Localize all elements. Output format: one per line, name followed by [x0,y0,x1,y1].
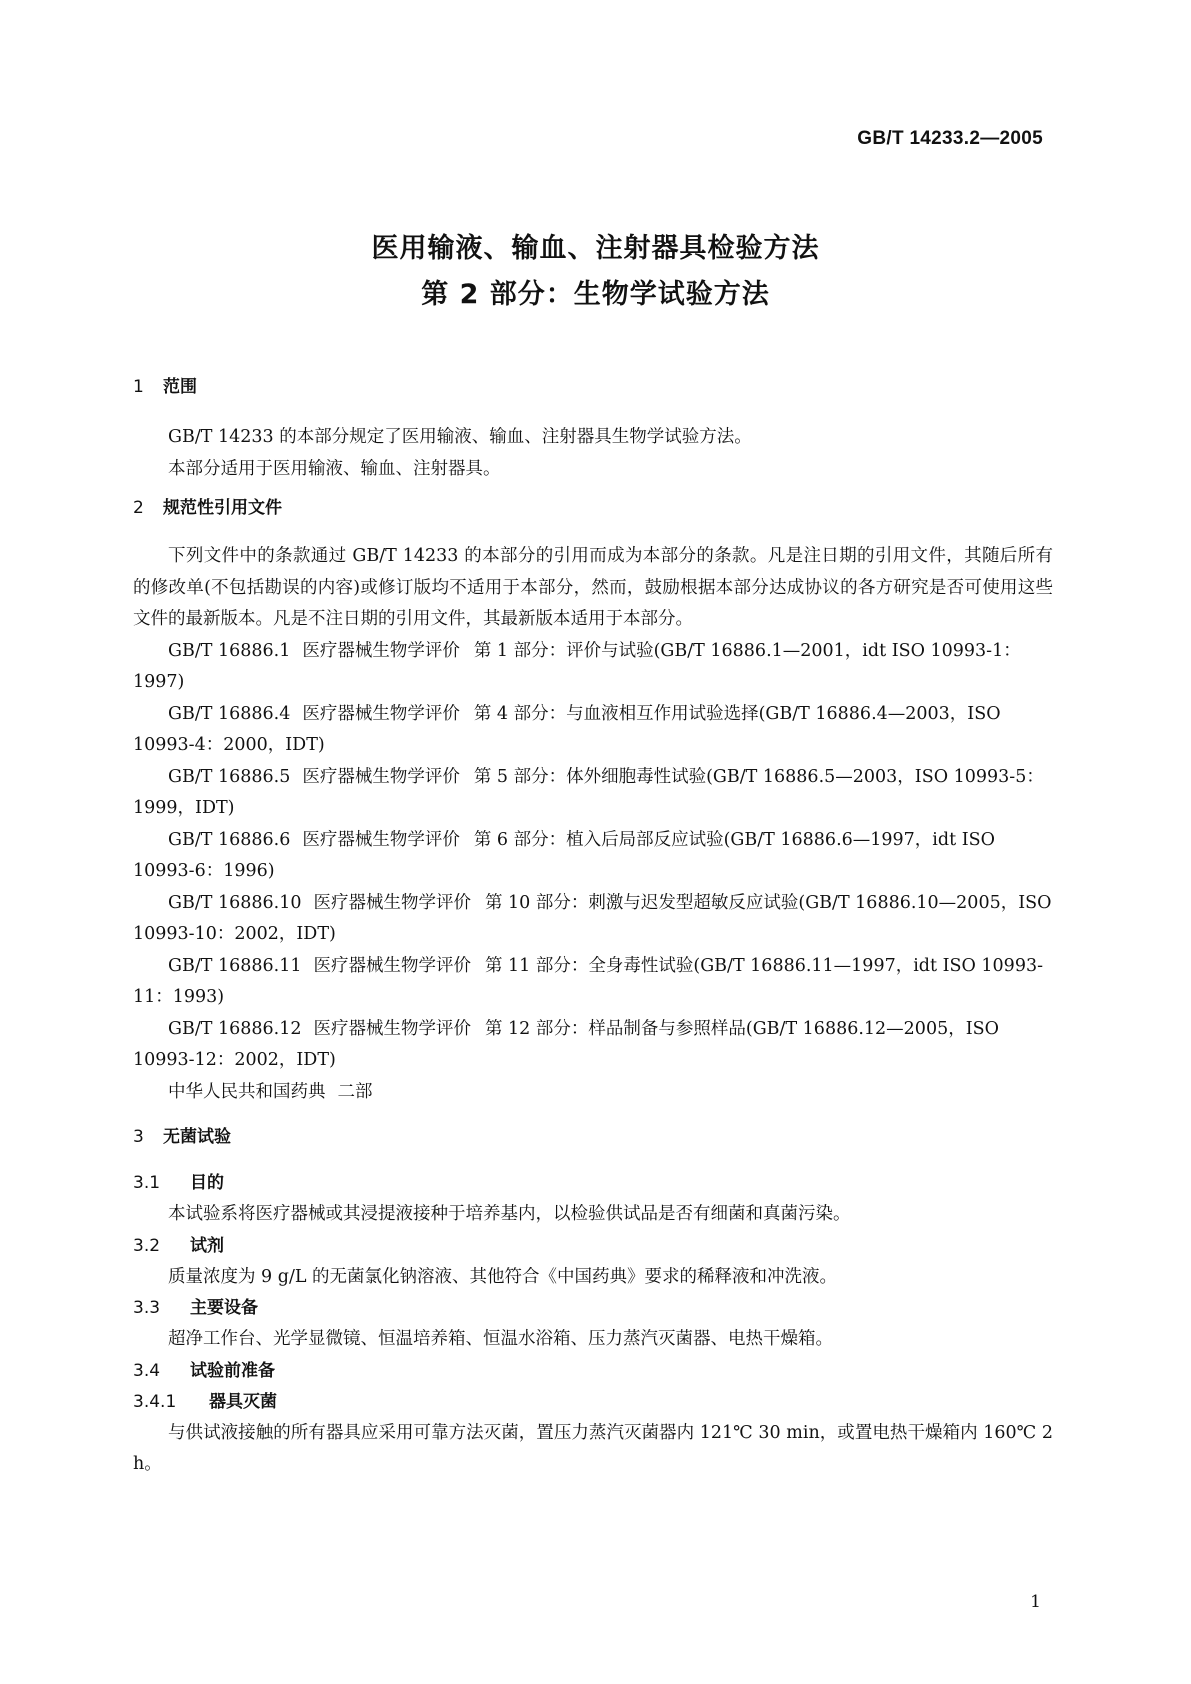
section-2-intro: 下列文件中的条款通过 GB/T 14233 的本部分的引用而成为本部分的条款。凡是注日期的引用文件，其随后所有的修改单(不包括勘误的内容)或修订版均不适用于本部分，然而，鼓励根据本部分达成协议的各方研究是否可使用这些文件的最新版本。凡是不注日期的引用文件，其最新版本适用于本部分。 [133,546,1053,629]
section-number: 2 [133,498,144,518]
reference-item [133,888,1053,951]
reference-item [133,825,1053,888]
reference-code: GB/T 16886.1 [168,640,291,661]
reference-item [133,951,1053,1014]
reference-code: GB/T 16886.10 [168,892,302,913]
section-number: 3 [133,1127,144,1147]
subsection-number: 3.3 [133,1298,161,1318]
subsection-title: 目的 [190,1173,224,1193]
reference-code: GB/T 16886.11 [168,955,302,976]
reference-item [133,762,1053,825]
reference-name: 二部 [337,1081,373,1102]
document-title [0,226,1191,318]
section-2-heading [133,493,1053,523]
subsection-number: 3.4.1 [133,1391,177,1412]
reference-name: 医疗器械生物学评价 [313,955,471,976]
reference-item [133,1014,1053,1077]
reference-item [133,699,1053,762]
reference-code: GB/T 16886.12 [168,1018,302,1039]
subsection-title: 试验前准备 [190,1360,275,1381]
subsection-number: 3.1 [133,1173,161,1193]
document-body [133,372,1053,1481]
section-1-paragraph-1: GB/T 14233 的本部分规定了医用输液、输血、注射器具生物学试验方法。 [168,427,752,447]
reference-detail: 第 4 部分：与血液相互作用试验选择(GB/T 16886.4—2003，ISO 10993-4：2000，IDT) [133,703,1001,755]
reference-detail: 第 12 部分：样品制备与参照样品(GB/T 16886.12—2005，ISO 10993-12：2002，IDT) [133,1018,999,1070]
title-line-2: 第 2 部分：生物学试验方法 [421,279,770,310]
subsection-3-2-heading [133,1231,1053,1262]
section-1-heading [133,372,1053,402]
subsection-number: 3.2 [133,1235,161,1256]
reference-detail: 第 1 部分：评价与试验(GB/T 16886.1—2001，idt ISO 10993-1：1997) [133,640,1021,692]
section-1-paragraph-2: 本部分适用于医用输液、输血、注射器具。 [168,458,501,479]
subsection-3-2-text: 质量浓度为 9 g/L 的无菌氯化钠溶液、其他符合《中国药典》要求的稀释液和冲洗液。 [168,1266,838,1287]
reference-name: 医疗器械生物学评价 [302,640,460,661]
reference-code: GB/T 16886.6 [168,829,291,850]
reference-item [133,636,1053,699]
reference-name: 医疗器械生物学评价 [313,1018,471,1039]
section-3-heading [133,1122,1053,1152]
page-number: 1 [1030,1592,1041,1612]
subsection-3-1-heading [133,1168,1053,1199]
reference-code: GB/T 16886.4 [168,703,291,724]
reference-code: 中华人民共和国药典 [168,1081,326,1102]
subsection-3-4-1-text: 与供试液接触的所有器具应采用可靠方法灭菌，置压力蒸汽灭菌器内 121℃ 30 min，或置电热干燥箱内 160℃ 2 h。 [133,1422,1053,1474]
reference-detail: 第 6 部分：植入后局部反应试验(GB/T 16886.6—1997，idt ISO 10993-6：1996) [133,829,995,881]
subsection-3-4-heading [133,1356,1053,1387]
reference-code: GB/T 16886.5 [168,766,291,787]
section-title: 规范性引用文件 [163,498,282,518]
reference-item [133,1077,1053,1109]
section-number: 1 [133,377,144,397]
subsection-title: 器具灭菌 [209,1391,277,1412]
reference-name: 医疗器械生物学评价 [302,766,460,787]
standard-number: GB/T 14233.2—2005 [857,128,1043,149]
section-title: 范围 [163,377,197,397]
reference-name: 医疗器械生物学评价 [313,892,471,913]
reference-detail: 第 11 部分：全身毒性试验(GB/T 16886.11—1997，idt ISO 10993-11：1993) [133,955,1044,1007]
reference-detail: 第 5 部分：体外细胞毒性试验(GB/T 16886.5—2003，ISO 10993-5：1999，IDT) [133,766,1044,818]
subsection-3-4-1-heading [133,1387,1053,1418]
subsection-title: 主要设备 [190,1298,258,1318]
reference-detail: 第 10 部分：刺激与迟发型超敏反应试验(GB/T 16886.10—2005，ISO 10993-10：2002，IDT) [133,892,1052,944]
subsection-3-1-text: 本试验系将医疗器械或其浸提液接种于培养基内，以检验供试品是否有细菌和真菌污染。 [168,1204,851,1224]
subsection-number: 3.4 [133,1360,161,1381]
title-line-1: 医用输液、输血、注射器具检验方法 [371,233,820,264]
reference-name: 医疗器械生物学评价 [302,703,460,724]
section-title: 无菌试验 [163,1127,231,1147]
reference-name: 医疗器械生物学评价 [302,829,460,850]
subsection-3-3-heading [133,1293,1053,1324]
subsection-title: 试剂 [190,1235,224,1256]
subsection-3-3-text: 超净工作台、光学显微镜、恒温培养箱、恒温水浴箱、压力蒸汽灭菌器、电热干燥箱。 [168,1329,833,1349]
